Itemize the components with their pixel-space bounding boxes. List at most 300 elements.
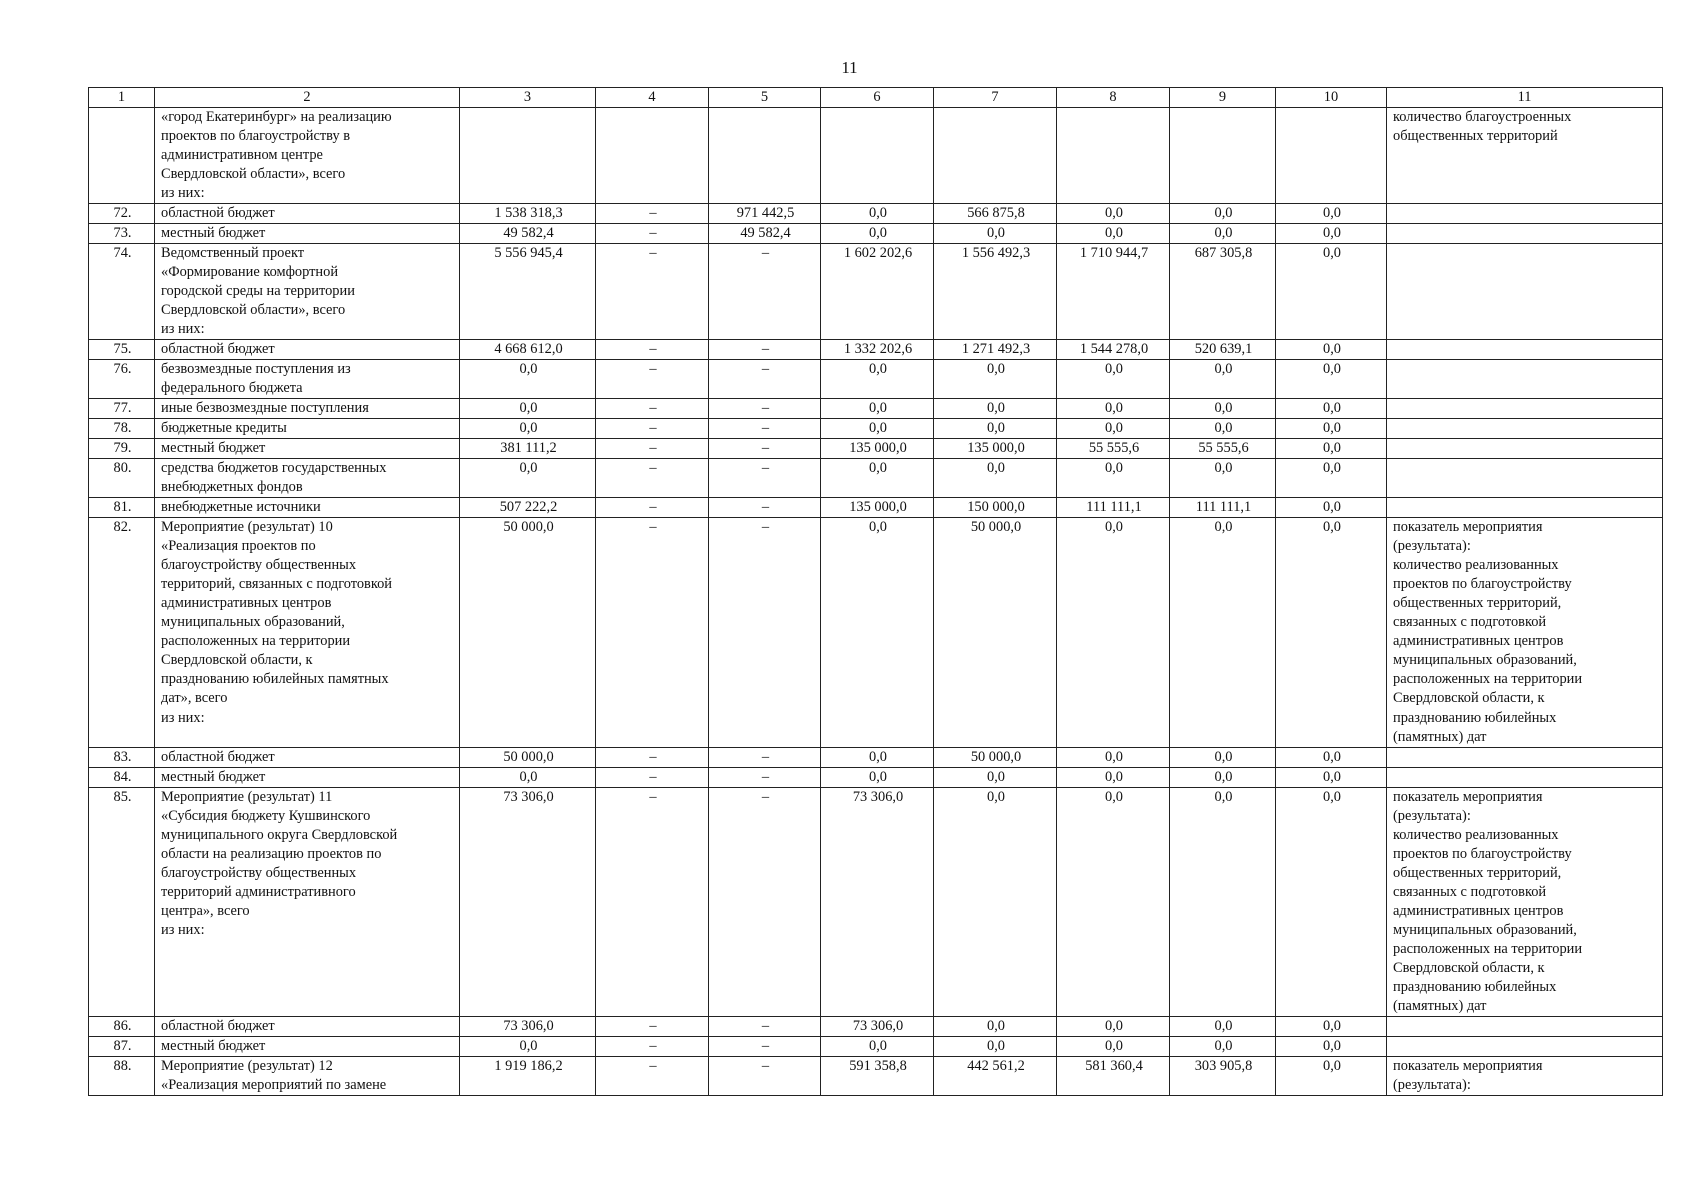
value-cell-c6: 135 000,0 [821, 498, 934, 518]
item-name-cell [155, 419, 460, 439]
table-row [89, 439, 1663, 459]
value-cell-c3: 0,0 [460, 459, 596, 498]
value-cell-c4: – [596, 767, 709, 787]
indicator-cell [1387, 1056, 1663, 1095]
value-cell-c9: 0,0 [1170, 360, 1276, 399]
value-cell-c7 [934, 108, 1057, 204]
item-name-line: Свердловской области», всего [161, 166, 346, 183]
indicator-cell [1387, 767, 1663, 787]
header-row [89, 88, 1663, 108]
value-cell-c5: – [709, 767, 821, 787]
item-name-line: проектов по благоустройству в [161, 128, 351, 145]
value-cell-c4 [596, 108, 709, 204]
value-cell-c5: 971 442,5 [709, 204, 821, 224]
header-cell: 2 [155, 88, 460, 108]
value-cell-c9: 111 111,1 [1170, 498, 1276, 518]
item-name-line: муниципальных образований, [161, 614, 345, 631]
value-cell-c8 [1057, 108, 1170, 204]
value-cell-c7: 50 000,0 [934, 747, 1057, 767]
table-row [89, 787, 1663, 1016]
page-number: 11 [841, 58, 858, 77]
budget-table [88, 87, 1663, 1096]
value-cell-c10: 0,0 [1276, 498, 1387, 518]
row-number-cell: 79. [89, 439, 155, 459]
item-name-cell [155, 204, 460, 224]
value-cell-c4: – [596, 498, 709, 518]
item-name-line: федерального бюджета [161, 380, 303, 397]
item-name-line: Свердловской области, к [161, 652, 313, 669]
value-cell-c3: 0,0 [460, 1036, 596, 1056]
value-cell-c7: 0,0 [934, 787, 1057, 1016]
value-cell-c6: 0,0 [821, 360, 934, 399]
row-number-cell [89, 108, 155, 204]
indicator-line: (результата): [1393, 538, 1471, 555]
value-cell-c7: 1 271 492,3 [934, 340, 1057, 360]
table-row [89, 399, 1663, 419]
value-cell-c9: 0,0 [1170, 399, 1276, 419]
value-cell-c6 [821, 108, 934, 204]
indicator-line: проектов по благоустройству [1393, 845, 1572, 862]
row-number-cell: 76. [89, 360, 155, 399]
value-cell-c6: 0,0 [821, 224, 934, 244]
indicator-line: муниципальных образований, [1393, 652, 1577, 669]
header-cell: 3 [460, 88, 596, 108]
value-cell-c6: 73 306,0 [821, 1016, 934, 1036]
value-cell-c6: 0,0 [821, 419, 934, 439]
item-name-line: дат», всего [161, 690, 228, 707]
value-cell-c4: – [596, 399, 709, 419]
indicator-line: Свердловской области, к [1393, 690, 1545, 707]
value-cell-c4: – [596, 439, 709, 459]
indicator-cell [1387, 399, 1663, 419]
item-name-cell [155, 767, 460, 787]
item-name-cell [155, 498, 460, 518]
item-name-line: центра», всего [161, 902, 250, 919]
value-cell-c7: 0,0 [934, 399, 1057, 419]
indicator-line: количество реализованных [1393, 557, 1559, 574]
value-cell-c8: 0,0 [1057, 747, 1170, 767]
value-cell-c9: 0,0 [1170, 1016, 1276, 1036]
value-cell-c8: 581 360,4 [1057, 1056, 1170, 1095]
item-name-line: благоустройству общественных [161, 557, 357, 574]
item-name-line: местный бюджет [161, 1037, 266, 1054]
value-cell-c3: 50 000,0 [460, 518, 596, 747]
item-name-line: «Реализация проектов по [161, 538, 316, 555]
indicator-line: показатель мероприятия [1393, 1057, 1543, 1074]
item-name-line: городской среды на территории [161, 283, 355, 300]
indicator-cell [1387, 419, 1663, 439]
value-cell-c5: – [709, 747, 821, 767]
indicator-line: общественных территорий [1393, 128, 1558, 145]
item-name-line: «Реализация мероприятий по замене [161, 1076, 387, 1093]
value-cell-c3: 1 919 186,2 [460, 1056, 596, 1095]
value-cell-c3: 0,0 [460, 360, 596, 399]
value-cell-c7: 0,0 [934, 224, 1057, 244]
table-row [89, 747, 1663, 767]
value-cell-c3: 73 306,0 [460, 787, 596, 1016]
value-cell-c6: 1 602 202,6 [821, 244, 934, 340]
indicator-cell [1387, 498, 1663, 518]
value-cell-c8: 55 555,6 [1057, 439, 1170, 459]
table-row [89, 498, 1663, 518]
value-cell-c9: 0,0 [1170, 459, 1276, 498]
item-name-line: Свердловской области», всего [161, 302, 346, 319]
item-name-line: иные безвозмездные поступления [161, 400, 369, 417]
value-cell-c3: 4 668 612,0 [460, 340, 596, 360]
item-name-line: из них: [161, 921, 205, 938]
value-cell-c4: – [596, 204, 709, 224]
item-name-cell [155, 787, 460, 1016]
item-name-cell [155, 360, 460, 399]
value-cell-c8: 0,0 [1057, 1016, 1170, 1036]
indicator-cell [1387, 1036, 1663, 1056]
value-cell-c8: 0,0 [1057, 1036, 1170, 1056]
value-cell-c10: 0,0 [1276, 1036, 1387, 1056]
indicator-line: Свердловской области, к [1393, 959, 1545, 976]
indicator-line: общественных территорий, [1393, 595, 1562, 612]
value-cell-c4: – [596, 459, 709, 498]
value-cell-c9: 0,0 [1170, 204, 1276, 224]
value-cell-c8: 0,0 [1057, 459, 1170, 498]
value-cell-c8: 0,0 [1057, 204, 1170, 224]
row-number-cell: 78. [89, 419, 155, 439]
value-cell-c5: 49 582,4 [709, 224, 821, 244]
value-cell-c6: 0,0 [821, 399, 934, 419]
value-cell-c3: 0,0 [460, 767, 596, 787]
header-cell: 9 [1170, 88, 1276, 108]
value-cell-c10: 0,0 [1276, 747, 1387, 767]
item-name-line: «город Екатеринбург» на реализацию [161, 109, 392, 126]
value-cell-c4: – [596, 340, 709, 360]
value-cell-c8: 0,0 [1057, 787, 1170, 1016]
item-name-cell [155, 244, 460, 340]
indicator-line: (памятных) дат [1393, 997, 1487, 1014]
header-cell: 8 [1057, 88, 1170, 108]
value-cell-c6: 73 306,0 [821, 787, 934, 1016]
value-cell-c7: 150 000,0 [934, 498, 1057, 518]
value-cell-c10: 0,0 [1276, 787, 1387, 1016]
item-name-line: территорий административного [161, 883, 356, 900]
item-name-cell [155, 439, 460, 459]
value-cell-c10: 0,0 [1276, 459, 1387, 498]
indicator-line: связанных с подготовкой [1393, 883, 1547, 900]
item-name-line: области на реализацию проектов по [161, 845, 382, 862]
row-number-cell: 83. [89, 747, 155, 767]
value-cell-c3: 0,0 [460, 419, 596, 439]
value-cell-c5: – [709, 1036, 821, 1056]
value-cell-c6: 0,0 [821, 518, 934, 747]
value-cell-c6: 591 358,8 [821, 1056, 934, 1095]
value-cell-c9: 303 905,8 [1170, 1056, 1276, 1095]
value-cell-c4: – [596, 419, 709, 439]
table-row [89, 204, 1663, 224]
item-name-line: «Субсидия бюджету Кушвинского [161, 807, 371, 824]
indicator-cell [1387, 108, 1663, 204]
value-cell-c4: – [596, 224, 709, 244]
value-cell-c5: – [709, 360, 821, 399]
indicator-line: количество реализованных [1393, 826, 1559, 843]
indicator-line: административных центров [1393, 633, 1564, 650]
indicator-cell [1387, 204, 1663, 224]
indicator-line: муниципальных образований, [1393, 921, 1577, 938]
item-name-line: безвозмездные поступления из [161, 361, 351, 378]
item-name-cell [155, 340, 460, 360]
header-cell: 1 [89, 88, 155, 108]
value-cell-c9: 0,0 [1170, 747, 1276, 767]
value-cell-c9: 0,0 [1170, 419, 1276, 439]
row-number-cell: 80. [89, 459, 155, 498]
value-cell-c9: 520 639,1 [1170, 340, 1276, 360]
value-cell-c5: – [709, 439, 821, 459]
value-cell-c5: – [709, 399, 821, 419]
table-row [89, 244, 1663, 340]
value-cell-c7: 0,0 [934, 1036, 1057, 1056]
value-cell-c8: 0,0 [1057, 360, 1170, 399]
indicator-line: расположенных на территории [1393, 940, 1583, 957]
row-number-cell: 85. [89, 787, 155, 1016]
value-cell-c8: 1 710 944,7 [1057, 244, 1170, 340]
value-cell-c10: 0,0 [1276, 244, 1387, 340]
value-cell-c8: 0,0 [1057, 518, 1170, 747]
value-cell-c10 [1276, 108, 1387, 204]
header-cell: 11 [1387, 88, 1663, 108]
value-cell-c10: 0,0 [1276, 360, 1387, 399]
value-cell-c9: 0,0 [1170, 787, 1276, 1016]
value-cell-c5: – [709, 1016, 821, 1036]
value-cell-c4: – [596, 1016, 709, 1036]
value-cell-c7: 50 000,0 [934, 518, 1057, 747]
row-number-cell: 77. [89, 399, 155, 419]
indicator-cell [1387, 439, 1663, 459]
value-cell-c10: 0,0 [1276, 419, 1387, 439]
item-name-line: из них: [161, 709, 205, 726]
item-name-line: административном центре [161, 147, 323, 164]
value-cell-c6: 0,0 [821, 767, 934, 787]
item-name-line: Мероприятие (результат) 11 [161, 788, 333, 805]
header-cell: 5 [709, 88, 821, 108]
value-cell-c9: 0,0 [1170, 767, 1276, 787]
item-name-cell [155, 518, 460, 747]
item-name-cell [155, 1056, 460, 1095]
item-name-line: бюджетные кредиты [161, 420, 287, 437]
item-name-cell [155, 459, 460, 498]
indicator-line: показатель мероприятия [1393, 519, 1543, 536]
value-cell-c3: 0,0 [460, 399, 596, 419]
indicator-line: празднованию юбилейных [1393, 709, 1557, 726]
value-cell-c7: 0,0 [934, 459, 1057, 498]
value-cell-c3: 507 222,2 [460, 498, 596, 518]
value-cell-c3: 73 306,0 [460, 1016, 596, 1036]
item-name-line: Ведомственный проект [161, 245, 305, 262]
value-cell-c3: 49 582,4 [460, 224, 596, 244]
value-cell-c9: 687 305,8 [1170, 244, 1276, 340]
row-number-cell: 72. [89, 204, 155, 224]
item-name-line: муниципального округа Свердловской [161, 826, 398, 843]
value-cell-c10: 0,0 [1276, 767, 1387, 787]
row-number-cell: 84. [89, 767, 155, 787]
value-cell-c7: 566 875,8 [934, 204, 1057, 224]
value-cell-c3: 381 111,2 [460, 439, 596, 459]
indicator-cell [1387, 360, 1663, 399]
table-row [89, 360, 1663, 399]
value-cell-c3: 5 556 945,4 [460, 244, 596, 340]
value-cell-c6: 1 332 202,6 [821, 340, 934, 360]
value-cell-c3 [460, 108, 596, 204]
indicator-cell [1387, 518, 1663, 747]
value-cell-c4: – [596, 360, 709, 399]
item-name-line: расположенных на территории [161, 633, 351, 650]
row-number-cell: 88. [89, 1056, 155, 1095]
item-name-cell [155, 108, 460, 204]
value-cell-c5: – [709, 419, 821, 439]
item-name-line: «Формирование комфортной [161, 264, 339, 281]
item-name-line: областной бюджет [161, 341, 275, 358]
item-name-line: местный бюджет [161, 225, 266, 242]
table-row [89, 419, 1663, 439]
value-cell-c9: 0,0 [1170, 1036, 1276, 1056]
item-name-cell [155, 747, 460, 767]
value-cell-c5: – [709, 340, 821, 360]
table-row [89, 108, 1663, 204]
indicator-line: (памятных) дат [1393, 728, 1487, 745]
value-cell-c8: 1 544 278,0 [1057, 340, 1170, 360]
value-cell-c7: 0,0 [934, 1016, 1057, 1036]
indicator-line: связанных с подготовкой [1393, 614, 1547, 631]
table-row [89, 1056, 1663, 1095]
item-name-line: местный бюджет [161, 768, 266, 785]
header-cell: 4 [596, 88, 709, 108]
item-name-line: областной бюджет [161, 748, 275, 765]
value-cell-c7: 135 000,0 [934, 439, 1057, 459]
value-cell-c5: – [709, 518, 821, 747]
item-name-line: благоустройству общественных [161, 864, 357, 881]
table-row [89, 224, 1663, 244]
header-cell: 7 [934, 88, 1057, 108]
item-name-line: празднованию юбилейных памятных [161, 671, 389, 688]
value-cell-c9: 55 555,6 [1170, 439, 1276, 459]
item-name-line: Мероприятие (результат) 12 [161, 1057, 333, 1074]
indicator-cell [1387, 787, 1663, 1016]
value-cell-c8: 0,0 [1057, 399, 1170, 419]
value-cell-c4: – [596, 518, 709, 747]
indicator-cell [1387, 244, 1663, 340]
header-cell: 6 [821, 88, 934, 108]
indicator-line: общественных территорий, [1393, 864, 1562, 881]
value-cell-c10: 0,0 [1276, 1016, 1387, 1036]
value-cell-c8: 0,0 [1057, 419, 1170, 439]
value-cell-c7: 1 556 492,3 [934, 244, 1057, 340]
value-cell-c5: – [709, 244, 821, 340]
value-cell-c3: 50 000,0 [460, 747, 596, 767]
value-cell-c5: – [709, 498, 821, 518]
indicator-line: (результата): [1393, 807, 1471, 824]
value-cell-c10: 0,0 [1276, 224, 1387, 244]
table-row [89, 1036, 1663, 1056]
indicator-line: (результата): [1393, 1076, 1471, 1093]
value-cell-c9 [1170, 108, 1276, 204]
value-cell-c8: 0,0 [1057, 224, 1170, 244]
indicator-cell [1387, 1016, 1663, 1036]
value-cell-c5: – [709, 1056, 821, 1095]
value-cell-c4: – [596, 244, 709, 340]
indicator-cell [1387, 224, 1663, 244]
item-name-line: из них: [161, 185, 205, 202]
value-cell-c6: 0,0 [821, 459, 934, 498]
indicator-cell [1387, 459, 1663, 498]
item-name-cell [155, 1016, 460, 1036]
header-cell: 10 [1276, 88, 1387, 108]
table-row [89, 518, 1663, 747]
value-cell-c6: 0,0 [821, 747, 934, 767]
value-cell-c9: 0,0 [1170, 518, 1276, 747]
value-cell-c7: 0,0 [934, 360, 1057, 399]
value-cell-c7: 0,0 [934, 419, 1057, 439]
item-name-line: местный бюджет [161, 440, 266, 457]
value-cell-c6: 135 000,0 [821, 439, 934, 459]
row-number-cell: 81. [89, 498, 155, 518]
item-name-cell [155, 224, 460, 244]
table-row [89, 1016, 1663, 1036]
item-name-cell [155, 1036, 460, 1056]
item-name-line: Мероприятие (результат) 10 [161, 519, 333, 536]
indicator-line: проектов по благоустройству [1393, 576, 1572, 593]
value-cell-c5: – [709, 787, 821, 1016]
value-cell-c4: – [596, 1036, 709, 1056]
indicator-line: количество благоустроенных [1393, 109, 1572, 126]
indicator-cell [1387, 340, 1663, 360]
value-cell-c7: 442 561,2 [934, 1056, 1057, 1095]
value-cell-c5: – [709, 459, 821, 498]
value-cell-c6: 0,0 [821, 1036, 934, 1056]
value-cell-c10: 0,0 [1276, 399, 1387, 419]
row-number-cell: 82. [89, 518, 155, 747]
indicator-line: административных центров [1393, 902, 1564, 919]
table-row [89, 340, 1663, 360]
value-cell-c8: 111 111,1 [1057, 498, 1170, 518]
row-number-cell: 87. [89, 1036, 155, 1056]
item-name-line: административных центров [161, 595, 332, 612]
indicator-line: празднованию юбилейных [1393, 978, 1557, 995]
item-name-line: из них: [161, 321, 205, 338]
item-name-line: средства бюджетов государственных [161, 460, 387, 477]
value-cell-c3: 1 538 318,3 [460, 204, 596, 224]
indicator-line: показатель мероприятия [1393, 788, 1543, 805]
item-name-line: областной бюджет [161, 205, 275, 222]
table-row [89, 459, 1663, 498]
value-cell-c10: 0,0 [1276, 518, 1387, 747]
value-cell-c10: 0,0 [1276, 1056, 1387, 1095]
value-cell-c9: 0,0 [1170, 224, 1276, 244]
indicator-line: расположенных на территории [1393, 671, 1583, 688]
row-number-cell: 86. [89, 1016, 155, 1036]
item-name-line: внебюджетных фондов [161, 479, 303, 496]
row-number-cell: 73. [89, 224, 155, 244]
value-cell-c8: 0,0 [1057, 767, 1170, 787]
value-cell-c6: 0,0 [821, 204, 934, 224]
value-cell-c4: – [596, 787, 709, 1016]
value-cell-c10: 0,0 [1276, 204, 1387, 224]
row-number-cell: 75. [89, 340, 155, 360]
value-cell-c10: 0,0 [1276, 340, 1387, 360]
item-name-cell [155, 399, 460, 419]
item-name-line: областной бюджет [161, 1017, 275, 1034]
item-name-line: территорий, связанных с подготовкой [161, 576, 392, 593]
value-cell-c4: – [596, 1056, 709, 1095]
value-cell-c7: 0,0 [934, 767, 1057, 787]
item-name-line: внебюджетные источники [161, 499, 321, 516]
value-cell-c5 [709, 108, 821, 204]
value-cell-c4: – [596, 747, 709, 767]
